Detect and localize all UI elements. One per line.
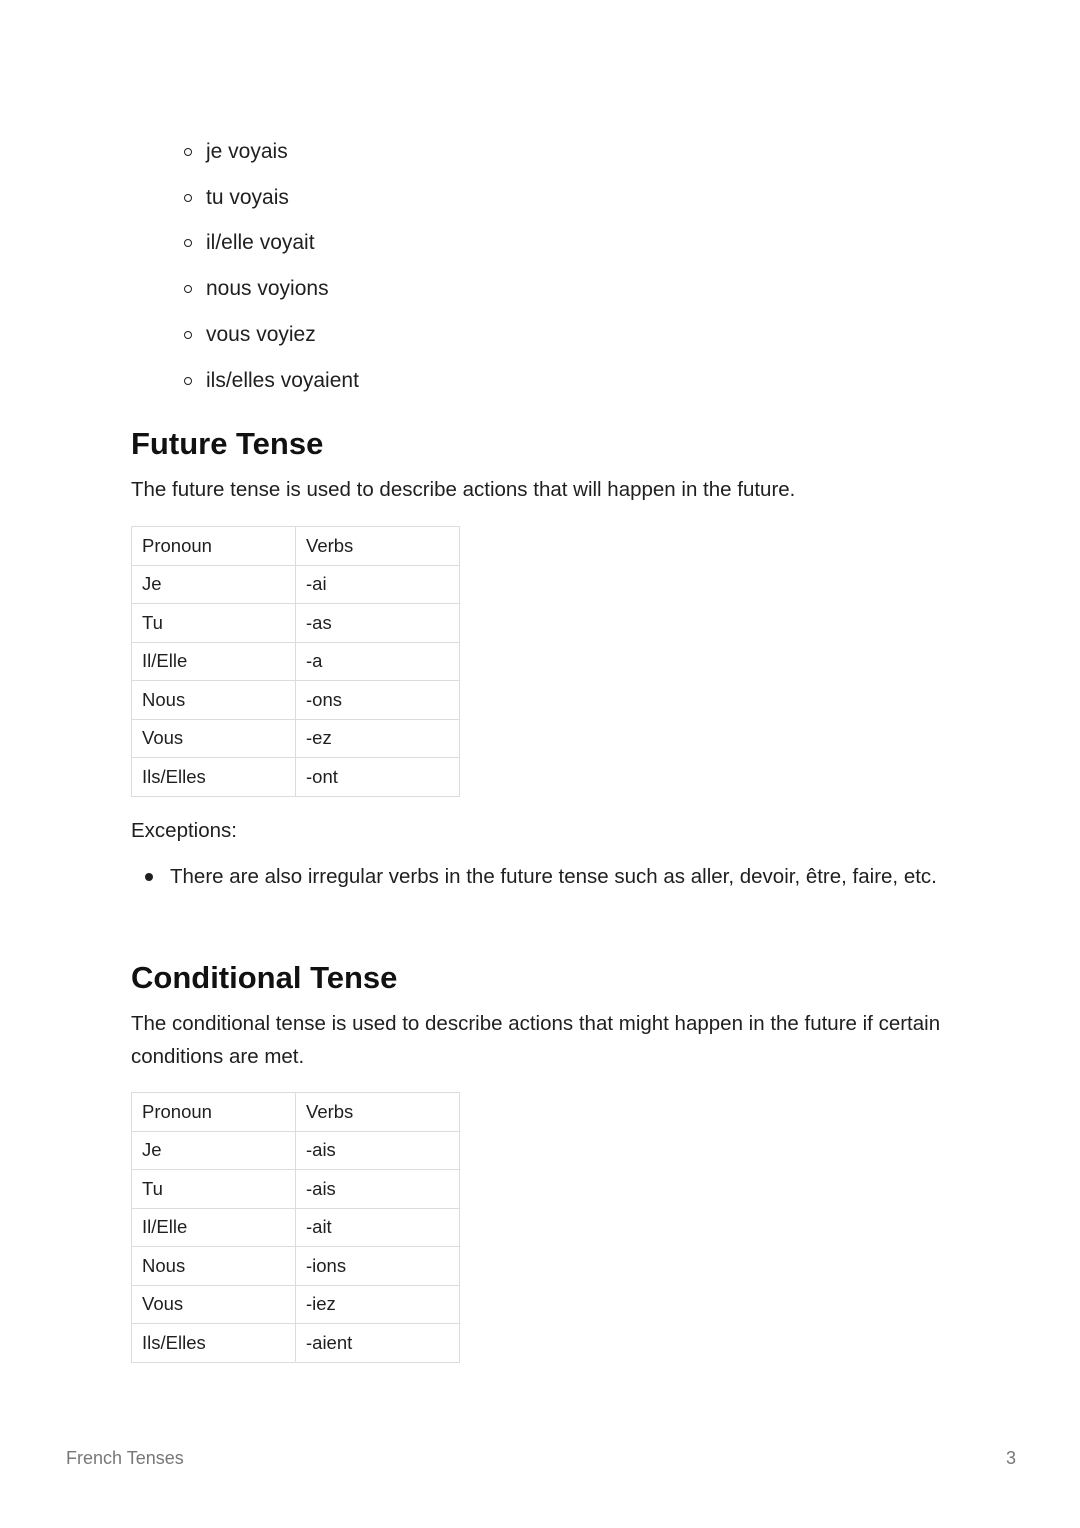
circle-bullet-icon <box>184 331 192 339</box>
pronoun-cell: Ils/Elles <box>132 758 296 797</box>
circle-bullet-icon <box>184 239 192 247</box>
column-header-verbs: Verbs <box>296 1093 460 1132</box>
ending-cell: -ais <box>296 1170 460 1209</box>
pronoun-cell: Je <box>132 1131 296 1170</box>
pronoun-cell: Il/Elle <box>132 1208 296 1247</box>
circle-bullet-icon <box>184 194 192 202</box>
list-item <box>184 358 359 404</box>
column-header-verbs: Verbs <box>296 527 460 566</box>
ending-cell: -ai <box>296 565 460 604</box>
footer-document-title: French Tenses <box>66 1448 184 1468</box>
table-row <box>132 1247 460 1286</box>
table-row <box>132 758 460 797</box>
ending-cell: -as <box>296 604 460 643</box>
list-item <box>145 860 945 893</box>
table-row <box>132 1208 460 1247</box>
ending-cell: -a <box>296 642 460 681</box>
column-header-pronoun: Pronoun <box>132 1093 296 1132</box>
bullet-icon <box>145 873 153 881</box>
table-row <box>132 1324 460 1363</box>
pronoun-cell: Tu <box>132 1170 296 1209</box>
list-item-text: ils/elles voyaient <box>206 368 359 392</box>
ending-cell: -ez <box>296 719 460 758</box>
future-tense-description: The future tense is used to describe actions that will happen in the future. <box>131 478 796 501</box>
table-row <box>132 681 460 720</box>
list-item-text: nous voyions <box>206 277 329 301</box>
list-item-text: vous voyiez <box>206 323 316 347</box>
ending-cell: -aient <box>296 1324 460 1363</box>
exceptions-label: Exceptions: <box>131 819 237 842</box>
list-item <box>184 221 359 267</box>
ending-cell: -iez <box>296 1285 460 1324</box>
table-row <box>132 719 460 758</box>
table-row <box>132 1131 460 1170</box>
list-item <box>184 266 359 312</box>
pronoun-cell: Ils/Elles <box>132 1324 296 1363</box>
table-row <box>132 1170 460 1209</box>
ending-cell: -ions <box>296 1247 460 1286</box>
conditional-tense-heading: Conditional Tense <box>131 960 398 995</box>
pronoun-cell: Tu <box>132 604 296 643</box>
pronoun-cell: Nous <box>132 681 296 720</box>
column-header-pronoun: Pronoun <box>132 527 296 566</box>
list-item <box>184 175 359 221</box>
footer-page-number: 3 <box>1005 1448 1016 1468</box>
circle-bullet-icon <box>184 377 192 385</box>
table-row <box>132 1285 460 1324</box>
list-item <box>184 129 359 175</box>
conditional-tense-table <box>131 1092 460 1363</box>
exception-text: There are also irregular verbs in the future tense such as aller, devoir, être, faire, etc. <box>170 865 937 888</box>
table-row <box>132 642 460 681</box>
circle-bullet-icon <box>184 148 192 156</box>
table-header-row <box>132 527 460 566</box>
exceptions-list <box>145 860 945 893</box>
table-row <box>132 604 460 643</box>
future-tense-table <box>131 526 460 797</box>
future-tense-section <box>131 426 951 506</box>
pronoun-cell: Il/Elle <box>132 642 296 681</box>
list-item <box>184 312 359 358</box>
pronoun-cell: Nous <box>132 1247 296 1286</box>
future-tense-heading: Future Tense <box>131 426 324 461</box>
ending-cell: -ais <box>296 1131 460 1170</box>
ending-cell: -ait <box>296 1208 460 1247</box>
list-item-text: il/elle voyait <box>206 231 315 255</box>
list-item-text: tu voyais <box>206 185 289 209</box>
ending-cell: -ont <box>296 758 460 797</box>
list-item-text: je voyais <box>206 139 288 163</box>
pronoun-cell: Je <box>132 565 296 604</box>
circle-bullet-icon <box>184 285 192 293</box>
pronoun-cell: Vous <box>132 1285 296 1324</box>
imperfect-voir-list <box>184 129 359 404</box>
table-header-row <box>132 1093 460 1132</box>
table-row <box>132 565 460 604</box>
pronoun-cell: Vous <box>132 719 296 758</box>
conditional-tense-description: The conditional tense is used to describe actions that might happen in the future if certain conditions are met. <box>131 1012 941 1068</box>
conditional-tense-section <box>131 960 951 1073</box>
ending-cell: -ons <box>296 681 460 720</box>
